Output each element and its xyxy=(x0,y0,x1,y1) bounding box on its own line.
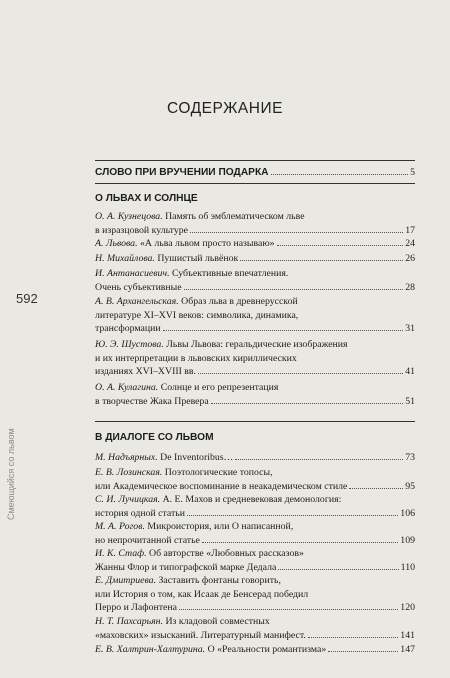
entry-title-line: Очень субъективные xyxy=(95,281,182,293)
entry-title-line: Пушистый львёнок xyxy=(157,253,239,264)
entry-author: Е. В. Халтрин-Халтурина. xyxy=(95,644,206,655)
page-number: 592 xyxy=(16,291,38,306)
entry-title-line: Микроистория, или О написанной, xyxy=(147,521,294,532)
toc-entry xyxy=(95,451,415,465)
page-ref: 147 xyxy=(400,644,415,655)
entry-author: А. Львова. xyxy=(95,238,138,249)
entry-title-line: но непрочитанной статье xyxy=(95,534,200,546)
entry-author: М. А. Рогов. xyxy=(95,521,145,532)
toc-entry xyxy=(95,643,415,657)
toc-entry xyxy=(95,237,415,251)
page-ref: 17 xyxy=(405,224,415,236)
dot-leader xyxy=(202,542,398,543)
page-ref: 95 xyxy=(405,480,415,492)
toc-entry xyxy=(95,574,415,615)
page-ref: 24 xyxy=(405,238,415,249)
toc-entry xyxy=(95,210,415,237)
rule xyxy=(95,160,415,161)
dot-leader xyxy=(278,569,398,570)
entry-title-line: Из кладовой совместных xyxy=(165,616,270,627)
section-title: СЛОВО ПРИ ВРУЧЕНИИ ПОДАРКА xyxy=(95,167,269,178)
toc-entry xyxy=(95,615,415,642)
dot-leader xyxy=(163,330,404,331)
entry-title-line: Солнце и его репрезентация xyxy=(160,382,279,393)
dot-leader xyxy=(187,515,398,516)
entry-title-line: в творчестве Жака Превера xyxy=(95,395,209,407)
entry-title-line: или Академическое воспоминание в неакадемическом стиле xyxy=(95,480,348,492)
dot-leader xyxy=(198,373,403,374)
page-ref: 26 xyxy=(405,253,415,264)
entry-title-line: А. Е. Махов и средневековая демонология: xyxy=(162,494,342,505)
entry-title-line: Об авторстве «Любовных рассказов» xyxy=(149,548,304,559)
toc-entry xyxy=(95,295,415,336)
dot-leader xyxy=(328,651,398,652)
dot-leader xyxy=(349,488,403,489)
entry-author: А. В. Архангельская. xyxy=(95,296,179,307)
entry-author: Н. Т. Пахсарьян. xyxy=(95,616,163,627)
dot-leader xyxy=(240,260,403,261)
entry-title-line: или История о том, как Исаак де Бенсерад победил xyxy=(95,588,309,600)
page-ref: 141 xyxy=(400,629,415,641)
toc-entry xyxy=(95,466,415,493)
entry-title-line: «А льва львом просто называю» xyxy=(139,238,275,249)
entry-title-line: трансформации xyxy=(95,323,161,334)
page-ref: 109 xyxy=(400,534,415,546)
toc-entry xyxy=(95,493,415,520)
dot-leader xyxy=(211,403,403,404)
entry-author: М. Надъярных. xyxy=(95,452,158,463)
toc-entry xyxy=(95,520,415,547)
toc-entry xyxy=(95,381,415,408)
page-ref: 41 xyxy=(405,366,415,377)
entry-title-line: Поэтологические топосы, xyxy=(164,467,273,478)
entry-author: Н. Михайлова. xyxy=(95,253,155,264)
toc-section-foreword xyxy=(95,166,415,180)
page-ref: 51 xyxy=(405,395,415,407)
entry-title-line: Образ льва в древнерусской xyxy=(181,296,298,307)
dot-leader xyxy=(184,289,404,290)
entry-author: О. А. Кузнецова. xyxy=(95,211,163,222)
spine-running-title: Смеющийся со львом xyxy=(6,428,16,520)
entry-title-line: литературе XI–XVI веков: символика, динамика, xyxy=(95,309,299,321)
entry-title-line: история одной статьи xyxy=(95,507,186,519)
entry-title-line: в изразцовой культуре xyxy=(95,224,188,236)
page-ref: 120 xyxy=(400,602,415,613)
dot-leader xyxy=(235,459,403,460)
entry-author: Е. Дмитриева. xyxy=(95,575,157,586)
entry-author: С. И. Лучицкая. xyxy=(95,494,161,505)
section-title: О ЛЬВАХ И СОЛНЦЕ xyxy=(95,193,198,204)
rule xyxy=(95,421,415,422)
page-ref: 106 xyxy=(400,507,415,519)
dot-leader xyxy=(308,637,398,638)
toc-entry xyxy=(95,267,415,294)
dot-leader xyxy=(271,174,409,175)
entry-title-line: и их интерпретации в львовских кириллических xyxy=(95,352,297,364)
entry-title-line: Перро и Лафонтена xyxy=(95,602,177,613)
dot-leader xyxy=(179,609,398,610)
entry-author: Е. В. Лозинская. xyxy=(95,467,163,478)
entry-title-line: изданиях XVI–XVIII вв. xyxy=(95,366,197,377)
page-ref: 28 xyxy=(405,281,415,293)
dot-leader xyxy=(190,232,403,233)
entry-title-line: De Inventoribus… xyxy=(160,452,234,463)
section-title: В ДИАЛОГЕ СО ЛЬВОМ xyxy=(95,432,214,443)
toc-entry xyxy=(95,547,415,574)
entry-title-line: Субъективные впечатления. xyxy=(172,268,289,279)
rule xyxy=(95,183,415,184)
page-ref: 110 xyxy=(400,561,415,573)
entry-title-line: Память об эмблематическом льве xyxy=(165,211,305,222)
toc-entry xyxy=(95,252,415,266)
entry-title-line: Львы Львова: геральдические изображения xyxy=(166,339,348,350)
entry-title-line: Жанны Флор и типографской марке Дедала xyxy=(95,561,277,573)
entry-title-line: Заставить фонтаны говорить, xyxy=(158,575,281,586)
toc-entry xyxy=(95,338,415,379)
entry-author: О. А. Кулагина. xyxy=(95,382,159,393)
entry-author: И. Антанасиевич. xyxy=(95,268,170,279)
dot-leader xyxy=(277,245,404,246)
page-ref: 31 xyxy=(405,323,415,334)
entry-title-line: О «Реальности романтизма» xyxy=(207,644,327,655)
entry-author: И. К. Стаф. xyxy=(95,548,147,559)
entry-author: Ю. Э. Шустова. xyxy=(95,339,164,350)
entry-title-line: «маховских» изысканий. Литературный манифест. xyxy=(95,629,306,641)
page-ref: 5 xyxy=(410,167,415,178)
page-title: СОДЕРЖАНИЕ xyxy=(167,100,283,117)
page-ref: 73 xyxy=(405,452,415,463)
